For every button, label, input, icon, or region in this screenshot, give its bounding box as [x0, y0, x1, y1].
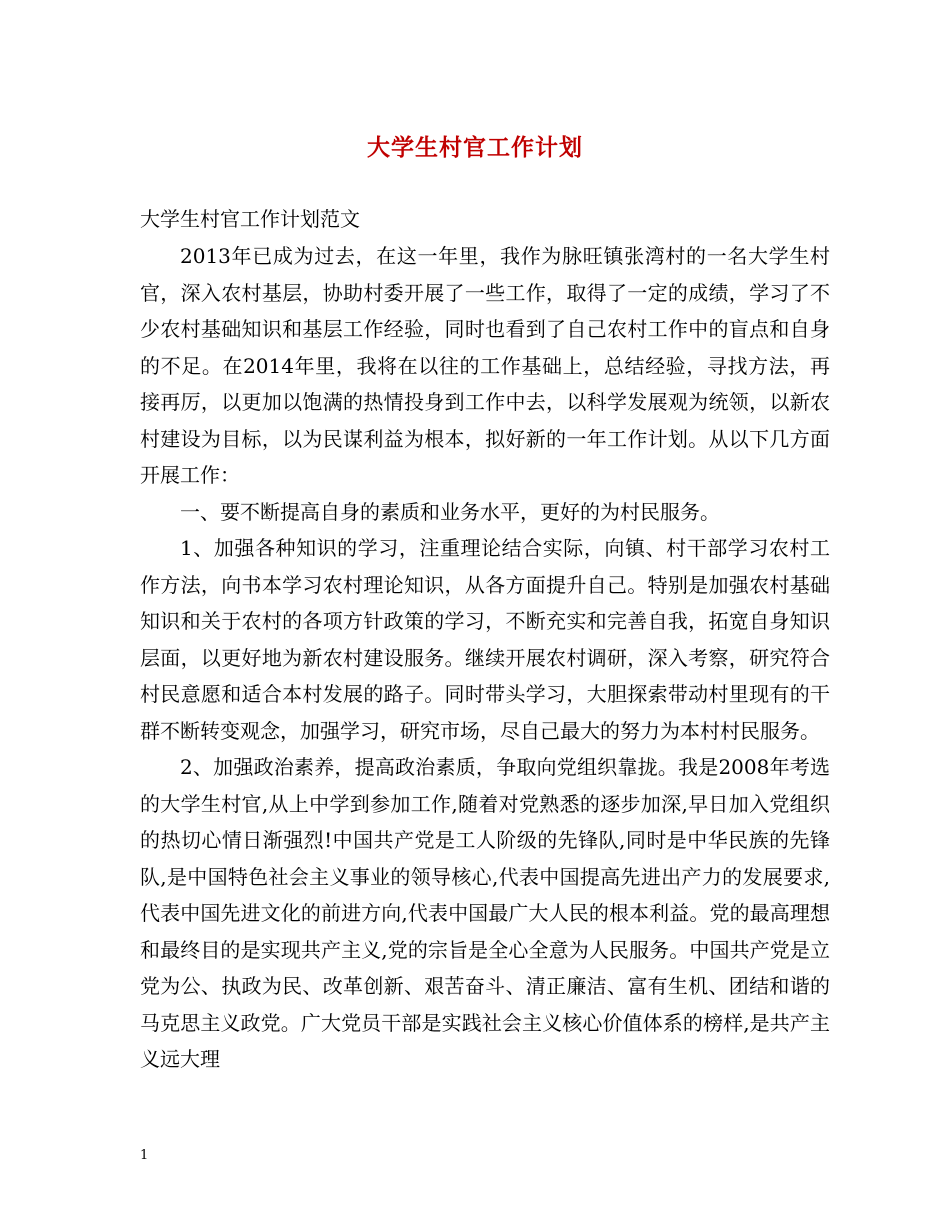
paragraph-item-2: 2、加强政治素养，提高政治素质，争取向党组织靠拢。我是2008年考选的大学生村官,从上中学到参加工作,随着对党熟悉的逐步加深,早日加入党组织的热切心情日渐强烈!中国共产党是工人阶级的先锋队,同时是中华民族的先锋队,是中国特色社会主义事业的领导核心,代表中国提高先进出产力的发展要求,代表中国先进文化的前进方向,代表中国最广大人民的根本利益。党的最高理想和最终目的是实现共产主义,党的宗旨是全心全意为人民服务。中国共产党是立党为公、执政为民、改革创新、艰苦奋斗、清正廉洁、富有生机、团结和谐的马克思主义政党。广大党员干部是实践社会主义核心价值体系的榜样,是共产主义远大理 — [140, 755, 830, 1071]
document-body — [140, 238, 830, 1078]
page-number: 1 — [140, 1148, 149, 1163]
paragraph-section-heading: 一、要不断提高自身的素质和业务水平，更好的为村民服务。 — [180, 499, 720, 524]
document-subtitle: 大学生村官工作计划范文 — [140, 207, 360, 231]
paragraph-item-1: 1、加强各种知识的学习，注重理论结合实际，向镇、村干部学习农村工作方法，向书本学习农村理论知识，从各方面提升自己。特别是加强农村基础知识和关于农村的各项方针政策的学习，不断充实和完善自我，拓宽自身知识层面，以更好地为新农村建设服务。继续开展农村调研，深入考察，研究符合村民意愿和适合本村发展的路子。同时带头学习，大胆探索带动村里现有的干群不断转变观念，加强学习，研究市场，尽自己最大的努力为本村村民服务。 — [140, 536, 830, 743]
paragraph-intro: 2013年已成为过去，在这一年里，我作为脉旺镇张湾村的一名大学生村官，深入农村基层，协助村委开展了一些工作，取得了一定的成绩，学习了不少农村基础知识和基层工作经验，同时也看到了自己农村工作中的盲点和自身的不足。在2014年里，我将在以往的工作基础上，总结经验，寻找方法，再接再厉，以更加以饱满的热情投身到工作中去，以科学发展观为统领，以新农村建设为目标，以为民谋利益为根本，拟好新的一年工作计划。从以下几方面开展工作： — [140, 244, 830, 487]
document-title: 大学生村官工作计划 — [367, 134, 583, 161]
